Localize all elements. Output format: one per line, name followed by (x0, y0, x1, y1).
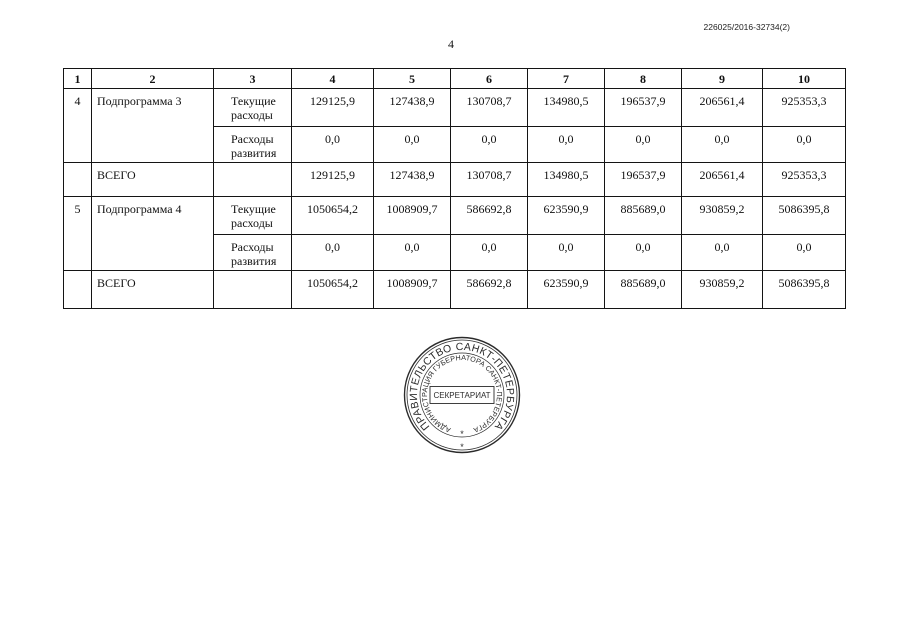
value-cell: 0,0 (605, 235, 682, 271)
expense-type: Расходы развития (214, 235, 292, 271)
total-value-cell: 196537,9 (605, 163, 682, 197)
total-value-cell: 925353,3 (763, 163, 846, 197)
table-row (64, 89, 846, 127)
total-value-cell: 127438,9 (374, 163, 451, 197)
value-cell: 0,0 (682, 127, 763, 163)
value-cell: 0,0 (374, 127, 451, 163)
document-registration-number: 226025/2016-32734(2) (703, 22, 790, 32)
expense-type: Текущие расходы (214, 197, 292, 235)
total-label: ВСЕГО (92, 163, 214, 197)
value-cell: 0,0 (292, 235, 374, 271)
stamp-inner-text-path: АДМИНИСТРАЦИЯ ГУБЕРНАТОРА САНКТ-ПЕТЕРБУРГА (419, 352, 505, 435)
row-number: 5 (64, 197, 92, 271)
value-cell: 0,0 (374, 235, 451, 271)
value-cell: 623590,9 (528, 197, 605, 235)
value-cell: 129125,9 (292, 89, 374, 127)
value-cell: 925353,3 (763, 89, 846, 127)
value-cell: 0,0 (528, 235, 605, 271)
header-cell: 8 (605, 69, 682, 89)
table-row (64, 197, 846, 235)
expense-type: Расходы развития (214, 127, 292, 163)
header-cell: 2 (92, 69, 214, 89)
value-cell: 1008909,7 (374, 197, 451, 235)
total-value-cell: 930859,2 (682, 271, 763, 309)
header-cell: 9 (682, 69, 763, 89)
total-value-cell: 586692,8 (451, 271, 528, 309)
subprogram-name: Подпрограмма 3 (92, 89, 214, 163)
value-cell: 930859,2 (682, 197, 763, 235)
total-label: ВСЕГО (92, 271, 214, 309)
total-value-cell: 5086395,8 (763, 271, 846, 309)
total-value-cell: 134980,5 (528, 163, 605, 197)
page-number: 4 (448, 37, 454, 51)
total-row (64, 271, 846, 309)
value-cell: 885689,0 (605, 197, 682, 235)
value-cell: 0,0 (763, 235, 846, 271)
value-cell: 206561,4 (682, 89, 763, 127)
total-value-cell: 885689,0 (605, 271, 682, 309)
value-cell: 127438,9 (374, 89, 451, 127)
value-cell: 0,0 (528, 127, 605, 163)
header-cell: 1 (64, 69, 92, 89)
value-cell: 134980,5 (528, 89, 605, 127)
total-row (64, 163, 846, 197)
header-cell: 6 (451, 69, 528, 89)
value-cell: 0,0 (451, 127, 528, 163)
header-cell: 7 (528, 69, 605, 89)
subprogram-name: Подпрограмма 4 (92, 197, 214, 271)
value-cell: 0,0 (763, 127, 846, 163)
total-value-cell: 1008909,7 (374, 271, 451, 309)
value-cell: 5086395,8 (763, 197, 846, 235)
value-cell: 130708,7 (451, 89, 528, 127)
total-value-cell: 623590,9 (528, 271, 605, 309)
stamp-inner-star: * (460, 429, 464, 439)
value-cell: 0,0 (682, 235, 763, 271)
empty-cell (64, 163, 92, 197)
header-cell: 5 (374, 69, 451, 89)
value-cell: 196537,9 (605, 89, 682, 127)
header-cell: 3 (214, 69, 292, 89)
stamp-outer-star: * (460, 442, 464, 452)
expense-type: Текущие расходы (214, 89, 292, 127)
header-row (64, 69, 846, 89)
value-cell: 0,0 (292, 127, 374, 163)
header-cell: 10 (763, 69, 846, 89)
row-number: 4 (64, 89, 92, 163)
empty-cell (214, 271, 292, 309)
empty-cell (214, 163, 292, 197)
total-value-cell: 129125,9 (292, 163, 374, 197)
empty-cell (64, 271, 92, 309)
stamp (400, 333, 524, 457)
value-cell: 1050654,2 (292, 197, 374, 235)
total-value-cell: 206561,4 (682, 163, 763, 197)
total-value-cell: 1050654,2 (292, 271, 374, 309)
total-value-cell: 130708,7 (451, 163, 528, 197)
value-cell: 0,0 (451, 235, 528, 271)
value-cell: 0,0 (605, 127, 682, 163)
stamp-center-text: СЕКРЕТАРИАТ (433, 391, 491, 400)
header-cell: 4 (292, 69, 374, 89)
stamp-outer-text-path: ПРАВИТЕЛЬСТВО САНКТ-ПЕТЕРБУРГА (407, 340, 517, 433)
value-cell: 586692,8 (451, 197, 528, 235)
budget-table (63, 68, 846, 309)
